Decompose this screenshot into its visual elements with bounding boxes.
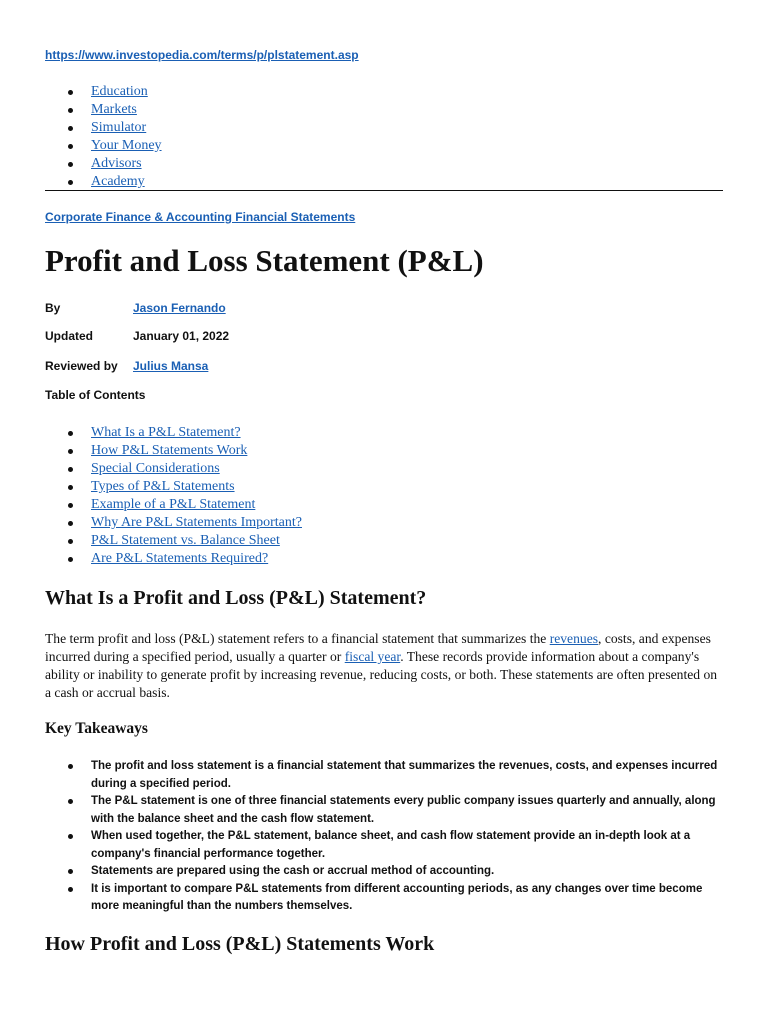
toc-item [45, 550, 302, 568]
updated-label: Updated [45, 329, 93, 343]
nav-link-academy[interactable]: Academy [91, 174, 145, 189]
nav-item-advisors [45, 155, 162, 173]
updated-row [45, 329, 229, 343]
intro-paragraph [45, 630, 725, 702]
key-takeaways-heading: Key Takeaways [45, 720, 148, 737]
toc-item [45, 424, 302, 442]
byline-label: By [45, 301, 61, 315]
section-heading-what-is: What Is a Profit and Loss (P&L) Statement? [45, 587, 427, 609]
toc-link-special[interactable]: Special Considerations [91, 461, 220, 476]
header-divider [45, 190, 723, 191]
page-title: Profit and Loss Statement (P&L) [45, 243, 484, 278]
nav-link-advisors[interactable]: Advisors [91, 156, 142, 171]
nav-item-education [45, 83, 162, 101]
toc-link-why-important[interactable]: Why Are P&L Statements Important? [91, 515, 302, 530]
nav-item-academy [45, 173, 162, 191]
toc-link-vs-balance-sheet[interactable]: P&L Statement vs. Balance Sheet [91, 533, 280, 548]
top-nav [45, 83, 162, 191]
section-heading-how-works: How Profit and Loss (P&L) Statements Work [45, 933, 435, 955]
nav-link-simulator[interactable]: Simulator [91, 120, 147, 135]
toc-link-required[interactable]: Are P&L Statements Required? [91, 551, 269, 566]
reviewed-label: Reviewed by [45, 359, 118, 373]
byline-row [45, 301, 226, 315]
nav-link-education[interactable]: Education [91, 84, 148, 99]
author-link[interactable]: Jason Fernando [133, 301, 226, 315]
paragraph-text: The term profit and loss (P&L) statement refers to a financial statement that summarizes the [45, 631, 550, 646]
reviewed-row [45, 359, 208, 373]
toc-link-how-works[interactable]: How P&L Statements Work [91, 443, 248, 458]
updated-date: January 01, 2022 [133, 329, 230, 343]
toc-title: Table of Contents [45, 388, 146, 402]
key-takeaways-list [45, 758, 725, 916]
table-of-contents [45, 424, 302, 568]
toc-item [45, 460, 302, 478]
nav-link-markets[interactable]: Markets [91, 102, 137, 117]
paragraph-text: . These records provide information about a company's ability or inability to generate profit by increasing revenue, reducing costs, or both. These statements are often presented on a cash or accrual basis. [45, 649, 718, 700]
paragraph-text: , costs, and expenses incurred during a specified period, usually a quarter or [45, 631, 711, 664]
toc-item [45, 496, 302, 514]
fiscal-year-link[interactable]: fiscal year [344, 649, 401, 664]
takeaway-item: Statements are prepared using the cash or accrual method of accounting. [45, 863, 725, 881]
breadcrumb[interactable]: Corporate Finance & Accounting Financial Statements [45, 210, 356, 224]
takeaway-item: The P&L statement is one of three financial statements every public company issues quarterly and annually, along with the balance sheet and the cash flow statement. [45, 793, 725, 828]
toc-item [45, 532, 302, 550]
toc-item [45, 478, 302, 496]
toc-link-example[interactable]: Example of a P&L Statement [91, 497, 256, 512]
takeaway-item: It is important to compare P&L statements from different accounting periods, as any changes over time become more meaningful than the numbers themselves. [45, 881, 725, 916]
nav-link-your-money[interactable]: Your Money [91, 138, 162, 153]
takeaway-item: When used together, the P&L statement, balance sheet, and cash flow statement provide an in-depth look at a company's financial performance together. [45, 828, 725, 863]
source-url-link[interactable]: https://www.investopedia.com/terms/p/plstatement.asp [45, 48, 359, 62]
nav-item-your-money [45, 137, 162, 155]
takeaway-item: The profit and loss statement is a financial statement that summarizes the revenues, costs, and expenses incurred during a specified period. [45, 758, 725, 793]
toc-link-what-is[interactable]: What Is a P&L Statement? [91, 425, 241, 440]
toc-item [45, 442, 302, 460]
toc-item [45, 514, 302, 532]
toc-link-types[interactable]: Types of P&L Statements [91, 479, 235, 494]
nav-item-simulator [45, 119, 162, 137]
revenues-link[interactable]: revenues [549, 631, 599, 646]
reviewer-link[interactable]: Julius Mansa [133, 359, 209, 373]
nav-item-markets [45, 101, 162, 119]
